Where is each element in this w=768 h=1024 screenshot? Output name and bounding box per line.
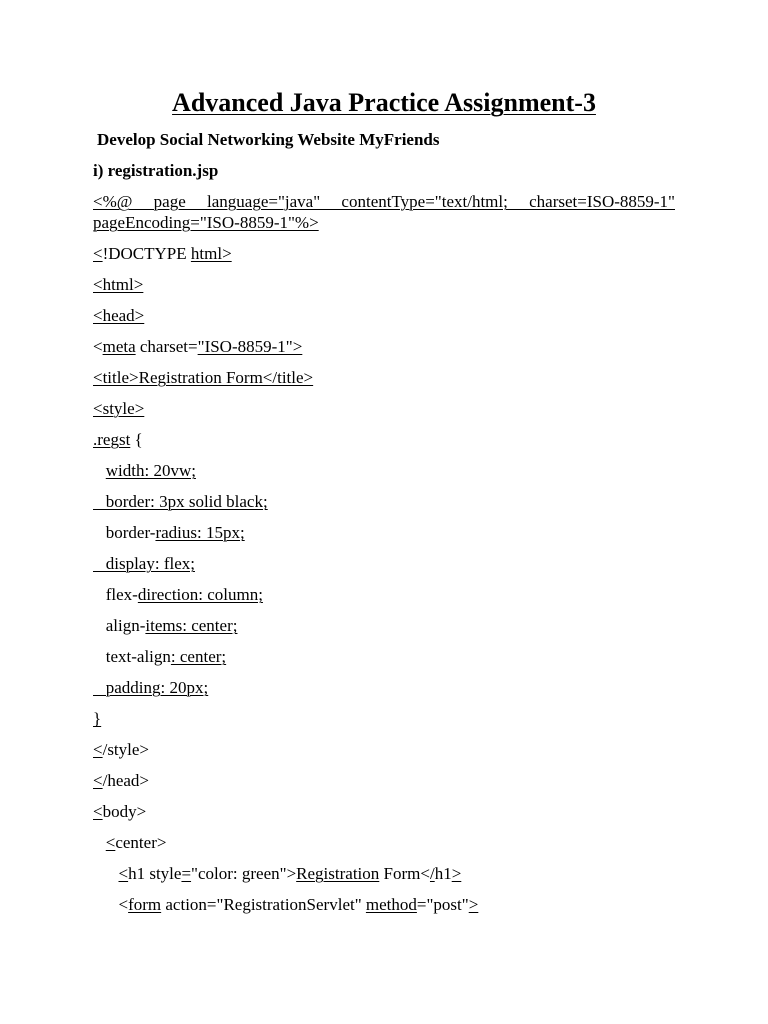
code-line [93, 646, 675, 667]
code-segment: <html> [93, 275, 144, 294]
code-segment: border: 3px solid black; [93, 492, 268, 511]
code-segment: body> [102, 802, 147, 821]
code-segment: padding: 20px; [93, 678, 209, 697]
code-segment: radius: 15px; [155, 523, 245, 542]
code-line [93, 739, 675, 760]
code-line [93, 243, 675, 264]
code-line [93, 460, 675, 481]
code-indent [93, 895, 119, 914]
code-segment: h1 [434, 864, 452, 883]
code-segment: items: center; [145, 616, 238, 635]
code-segment: <head> [93, 306, 145, 325]
code-line [93, 677, 675, 698]
code-line [93, 770, 675, 791]
code-segment: Form< [379, 864, 430, 883]
code-segment: < [93, 244, 103, 263]
code-segment: < [118, 895, 129, 914]
code-segment: < [93, 337, 103, 356]
code-segment: / [429, 864, 435, 883]
code-line [93, 584, 675, 605]
code-line [93, 491, 675, 512]
code-segment: h1 style [128, 864, 182, 883]
code-line [93, 274, 675, 295]
code-indent [93, 461, 106, 480]
code-line [93, 708, 675, 729]
document-subtitle: Develop Social Networking Website MyFriends [97, 130, 440, 149]
section-heading: i) registration.jsp [93, 161, 219, 180]
code-segment: charset= [135, 337, 198, 356]
code-line [93, 863, 675, 884]
code-segment: text-align [105, 647, 171, 666]
code-line [93, 522, 675, 543]
document-title: Advanced Java Practice Assignment-3 [172, 88, 596, 117]
code-line [93, 367, 675, 388]
code-segment: display: flex; [93, 554, 195, 573]
code-indent [93, 616, 106, 635]
code-segment: border- [105, 523, 156, 542]
code-line [93, 894, 675, 915]
code-line [93, 429, 675, 450]
code-segment: : center; [170, 647, 227, 666]
code-line [93, 615, 675, 636]
code-segment: ="post" [416, 895, 469, 914]
code-segment: <title>Registration Form</title> [93, 368, 314, 387]
code-segment: method [365, 895, 417, 914]
code-segment: align- [105, 616, 146, 635]
code-segment: } [93, 709, 102, 728]
code-segment: <%@ page language="java" contentType="text/html; charset=ISO-8859-1" pageEncoding="ISO-8859-1"%> [93, 192, 675, 232]
code-indent [93, 833, 106, 852]
code-line [93, 801, 675, 822]
code-segment: > [468, 895, 479, 914]
code-segment: = [181, 864, 192, 883]
code-segment: < [93, 740, 103, 759]
code-segment: < [118, 864, 129, 883]
code-segment: { [130, 430, 143, 449]
code-segment: < [93, 802, 103, 821]
code-segment: /head> [102, 771, 149, 790]
code-indent [93, 647, 106, 666]
code-segment: action="RegistrationServlet" [161, 895, 366, 914]
code-segment: direction: column; [137, 585, 263, 604]
code-line [93, 832, 675, 853]
code-segment: "color: green"> [191, 864, 297, 883]
code-segment: flex- [105, 585, 138, 604]
code-segment: form [128, 895, 162, 914]
code-segment: !DOCTYPE [102, 244, 191, 263]
code-indent [93, 585, 106, 604]
code-segment: "ISO-8859-1"> [197, 337, 303, 356]
code-line [93, 336, 675, 357]
code-line [93, 398, 675, 419]
code-indent [93, 523, 106, 542]
code-segment: html> [190, 244, 232, 263]
code-listing [93, 191, 675, 925]
code-line [93, 305, 675, 326]
code-line [93, 191, 675, 233]
code-line [93, 553, 675, 574]
code-segment: < [105, 833, 116, 852]
code-segment: .regst [93, 430, 131, 449]
code-segment: meta [102, 337, 136, 356]
code-segment: width: 20vw; [105, 461, 196, 480]
code-segment: center> [115, 833, 167, 852]
code-segment: Registration [296, 864, 380, 883]
code-segment: <style> [93, 399, 145, 418]
code-segment: < [93, 771, 103, 790]
code-segment: /style> [102, 740, 150, 759]
code-segment: > [451, 864, 462, 883]
code-indent [93, 864, 119, 883]
